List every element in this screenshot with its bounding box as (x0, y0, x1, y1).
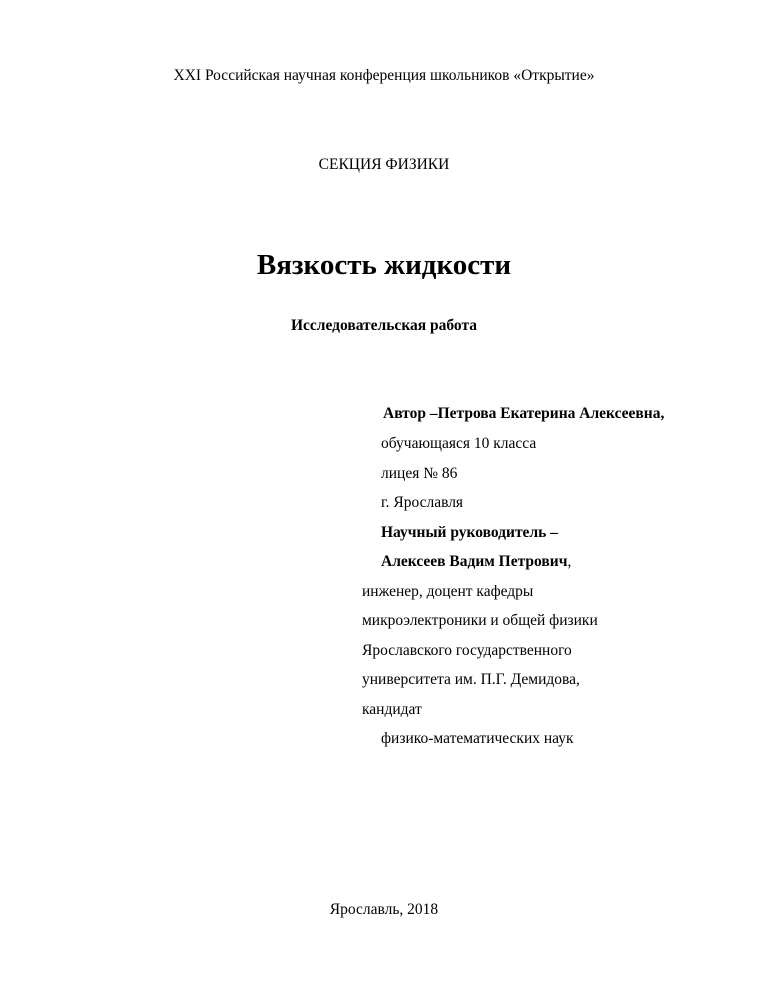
supervisor-name-comma: , (567, 553, 572, 570)
supervisor-degree-line-1: кандидат (362, 701, 422, 718)
supervisor-department: микроэлектроники и общей физики (362, 612, 598, 629)
document-subtitle: Исследовательская работа (290, 317, 478, 334)
author-city: г. Ярославля (381, 494, 464, 511)
author-grade: обучающаяся 10 класса (381, 435, 537, 452)
supervisor-name-line (381, 554, 571, 570)
conference-heading: XXI Российская научная конференция школьников «Открытие» (173, 67, 595, 84)
supervisor-position: инженер, доцент кафедры (362, 583, 534, 600)
author-line: Автор –Петрова Екатерина Алексеевна, (383, 405, 665, 422)
supervisor-university-line-2: университета им. П.Г. Демидова, (362, 671, 580, 688)
supervisor-university-line-1: Ярославского государственного (362, 642, 572, 659)
document-title: Вязкость жидкости (256, 249, 512, 281)
supervisor-name: Алексеев Вадим Петрович (381, 553, 568, 570)
section-heading: СЕКЦИЯ ФИЗИКИ (318, 156, 450, 173)
author-school: лицея № 86 (381, 465, 458, 482)
document-footer: Ярославль, 2018 (329, 901, 439, 918)
supervisor-degree-line-2: физико-математических наук (381, 730, 574, 747)
supervisor-label: Научный руководитель – (381, 524, 558, 541)
